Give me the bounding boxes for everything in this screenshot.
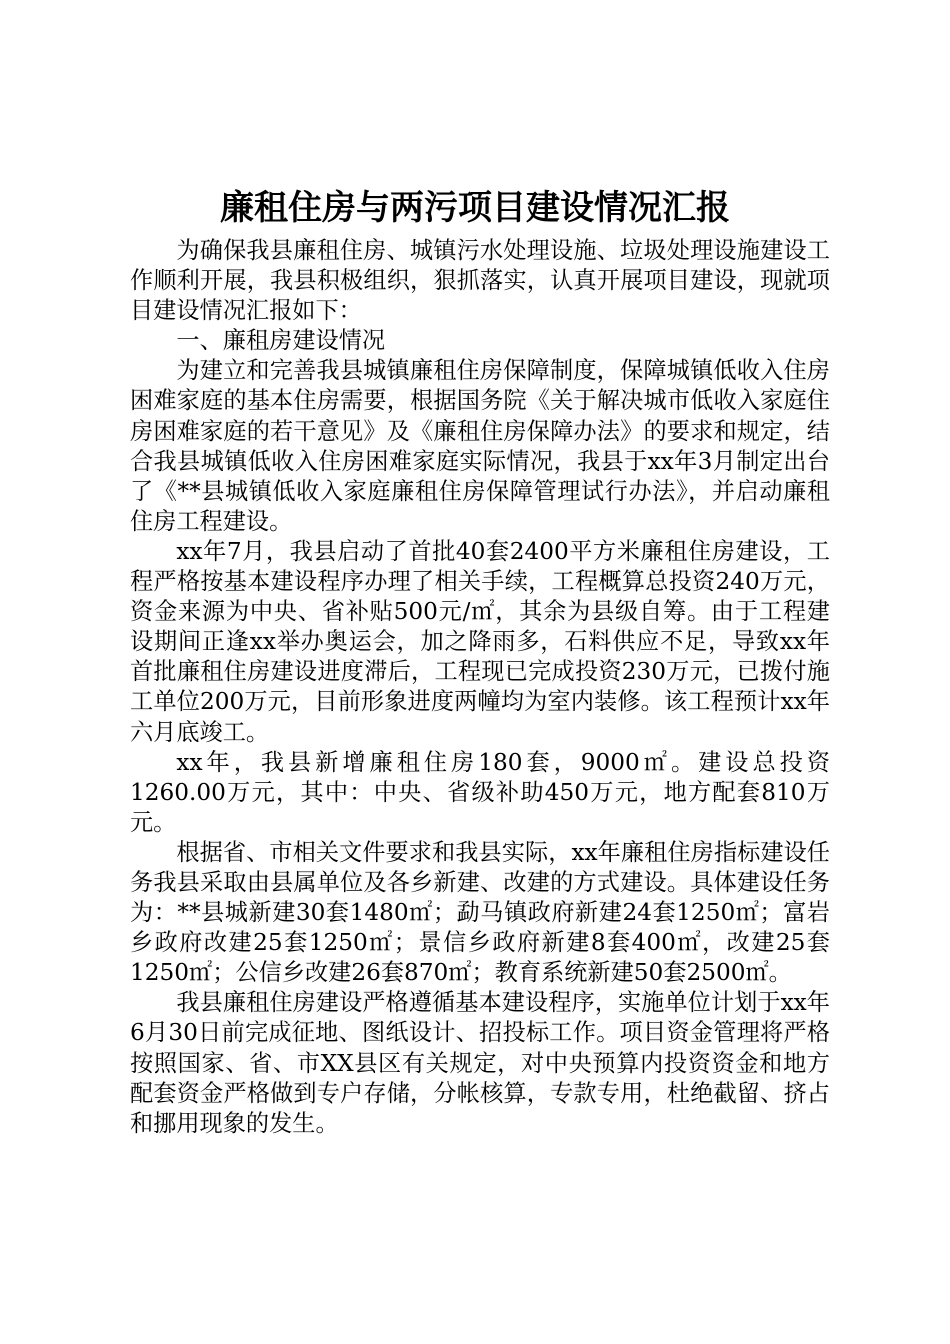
body-paragraph: xx年，我县新增廉租住房180套，9000㎡。建设总投资1260.00万元，其中：中央、省级补助450万元，地方配套810万元。	[130, 748, 830, 836]
intro-paragraph: 为确保我县廉租住房、城镇污水处理设施、垃圾处理设施建设工作顺利开展，我县积极组织，狠抓落实，认真开展项目建设，现就项目建设情况汇报如下：	[130, 237, 830, 325]
body-paragraph: 为建立和完善我县城镇廉租住房保障制度，保障城镇低收入住房困难家庭的基本住房需要，根据国务院《关于解决城市低收入家庭住房困难家庭的若干意见》及《廉租住房保障办法》的要求和规定，结合我县城镇低收入住房困难家庭实际情况，我县于xx年3月制定出台了《**县城镇低收入家庭廉租住房保障管理试行办法》，并启动廉租住房工程建设。	[130, 357, 830, 535]
body-paragraph: 根据省、市相关文件要求和我县实际，xx年廉租住房指标建设任务我县采取由县属单位及各乡新建、改建的方式建设。具体建设任务为：**县城新建30套1480㎡；勐马镇政府新建24套1250㎡；富岩乡政府改建25套1250㎡；景信乡政府新建8套400㎡，改建25套1250㎡；公信乡改建26套870㎡；教育系统新建50套2500㎡。	[130, 838, 830, 987]
document-title: 廉租住房与两污项目建设情况汇报	[220, 188, 730, 228]
body-paragraph: xx年7月，我县启动了首批40套2400平方米廉租住房建设，工程严格按基本建设程序办理了相关手续，工程概算总投资240万元，资金来源为中央、省补贴500元/㎡，其余为县级自筹。由于工程建设期间正逢xx举办奥运会，加之降雨多，石料供应不足，导致xx年首批廉租住房建设进度滞后，工程现已完成投资230万元，已拨付施工单位200万元，目前形象进度两幢均为室内装修。该工程预计xx年六月底竣工。	[130, 537, 830, 746]
section-heading: 一、廉租房建设情况	[176, 327, 386, 355]
body-paragraph: 我县廉租住房建设严格遵循基本建设程序，实施单位计划于xx年6月30日前完成征地、图纸设计、招投标工作。项目资金管理将严格按照国家、省、市XX县区有关规定，对中央预算内投资资金和地方配套资金严格做到专户存储，分帐核算，专款专用，杜绝截留、挤占和挪用现象的发生。	[130, 989, 830, 1137]
document-body	[130, 236, 830, 1139]
